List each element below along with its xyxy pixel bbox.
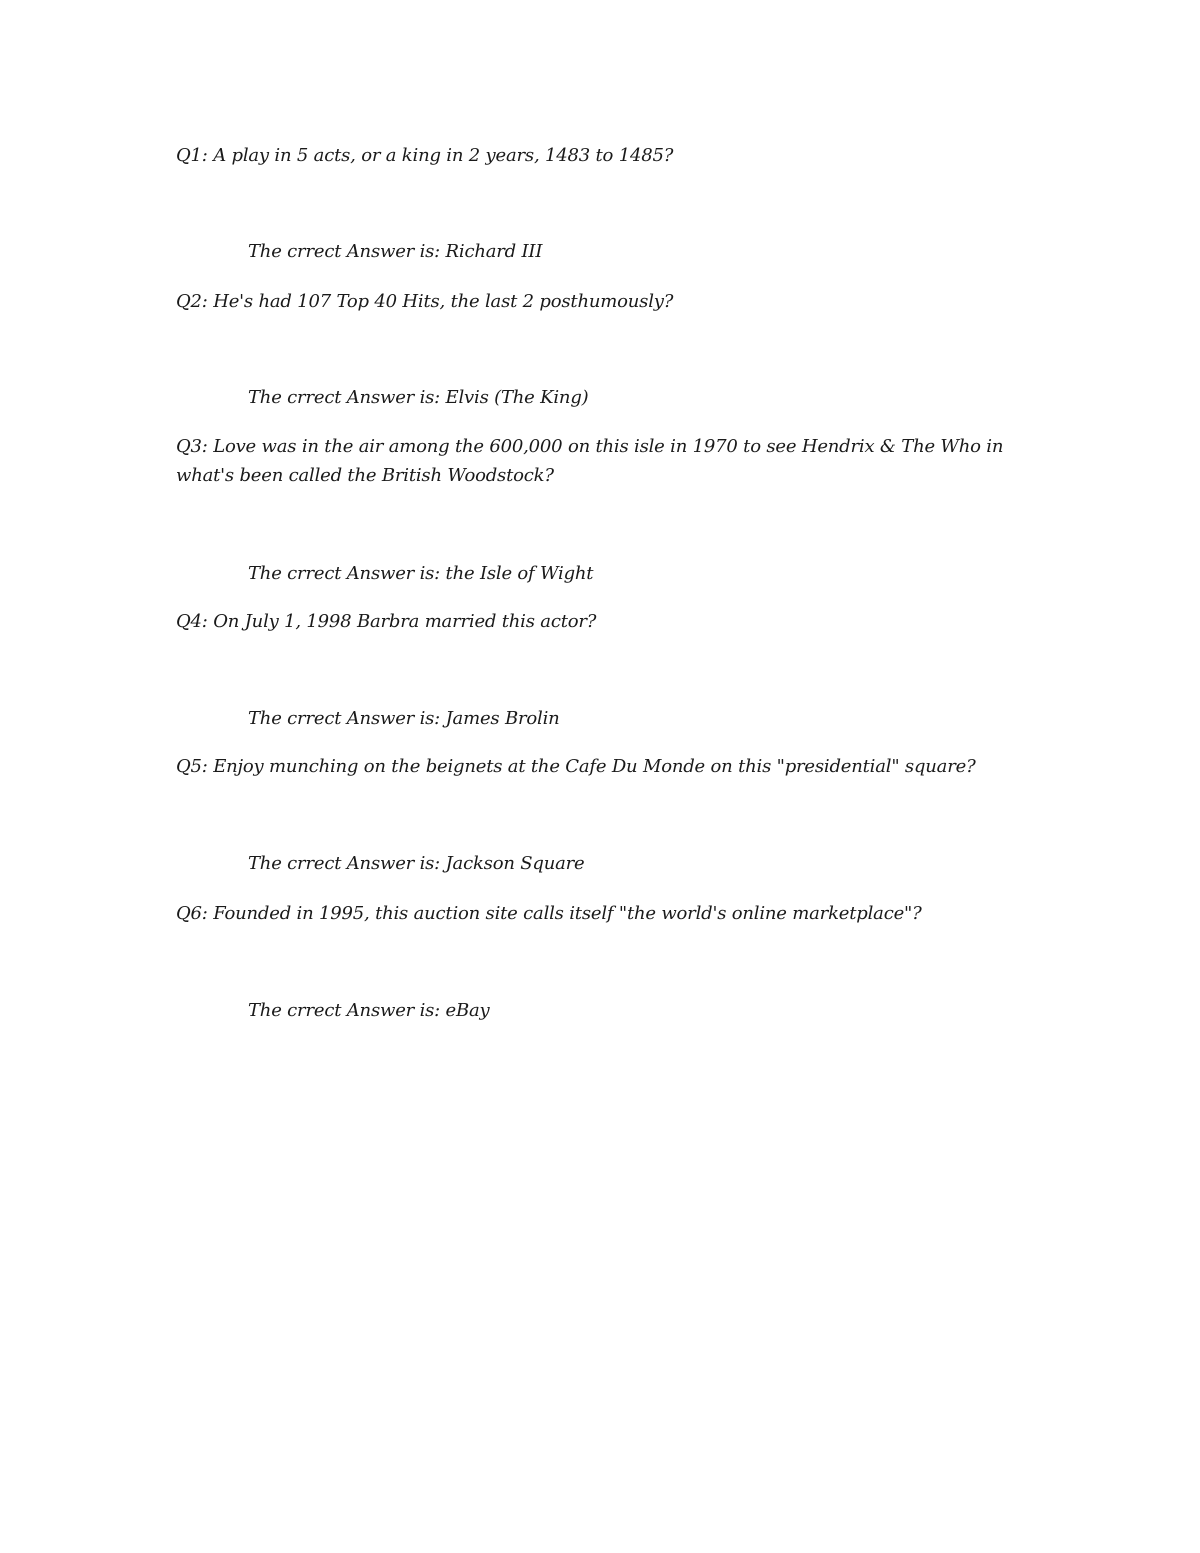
answer-4: The crrect Answer is: James Brolin xyxy=(248,708,560,729)
question-4: Q4: On July 1, 1998 Barbra married this actor? xyxy=(176,611,597,632)
answer-2: The crrect Answer is: Elvis (The King) xyxy=(248,387,589,408)
answer-5: The crrect Answer is: Jackson Square xyxy=(248,853,585,874)
question-5: Q5: Enjoy munching on the beignets at the Cafe Du Monde on this "presidential" square? xyxy=(176,756,976,777)
question-6: Q6: Founded in 1995, this auction site calls itself "the world's online marketplace"? xyxy=(176,903,922,924)
answer-1: The crrect Answer is: Richard III xyxy=(248,241,543,262)
question-3-line-2: what's been called the British Woodstock? xyxy=(176,465,554,486)
question-2: Q2: He's had 107 Top 40 Hits, the last 2 posthumously? xyxy=(176,291,674,312)
answer-3: The crrect Answer is: the Isle of Wight xyxy=(248,563,594,584)
answer-6: The crrect Answer is: eBay xyxy=(248,1000,490,1021)
question-3-line-1: Q3: Love was in the air among the 600,000 on this isle in 1970 to see Hendrix & The Who in xyxy=(176,436,1004,457)
question-1: Q1: A play in 5 acts, or a king in 2 years, 1483 to 1485? xyxy=(176,145,674,166)
